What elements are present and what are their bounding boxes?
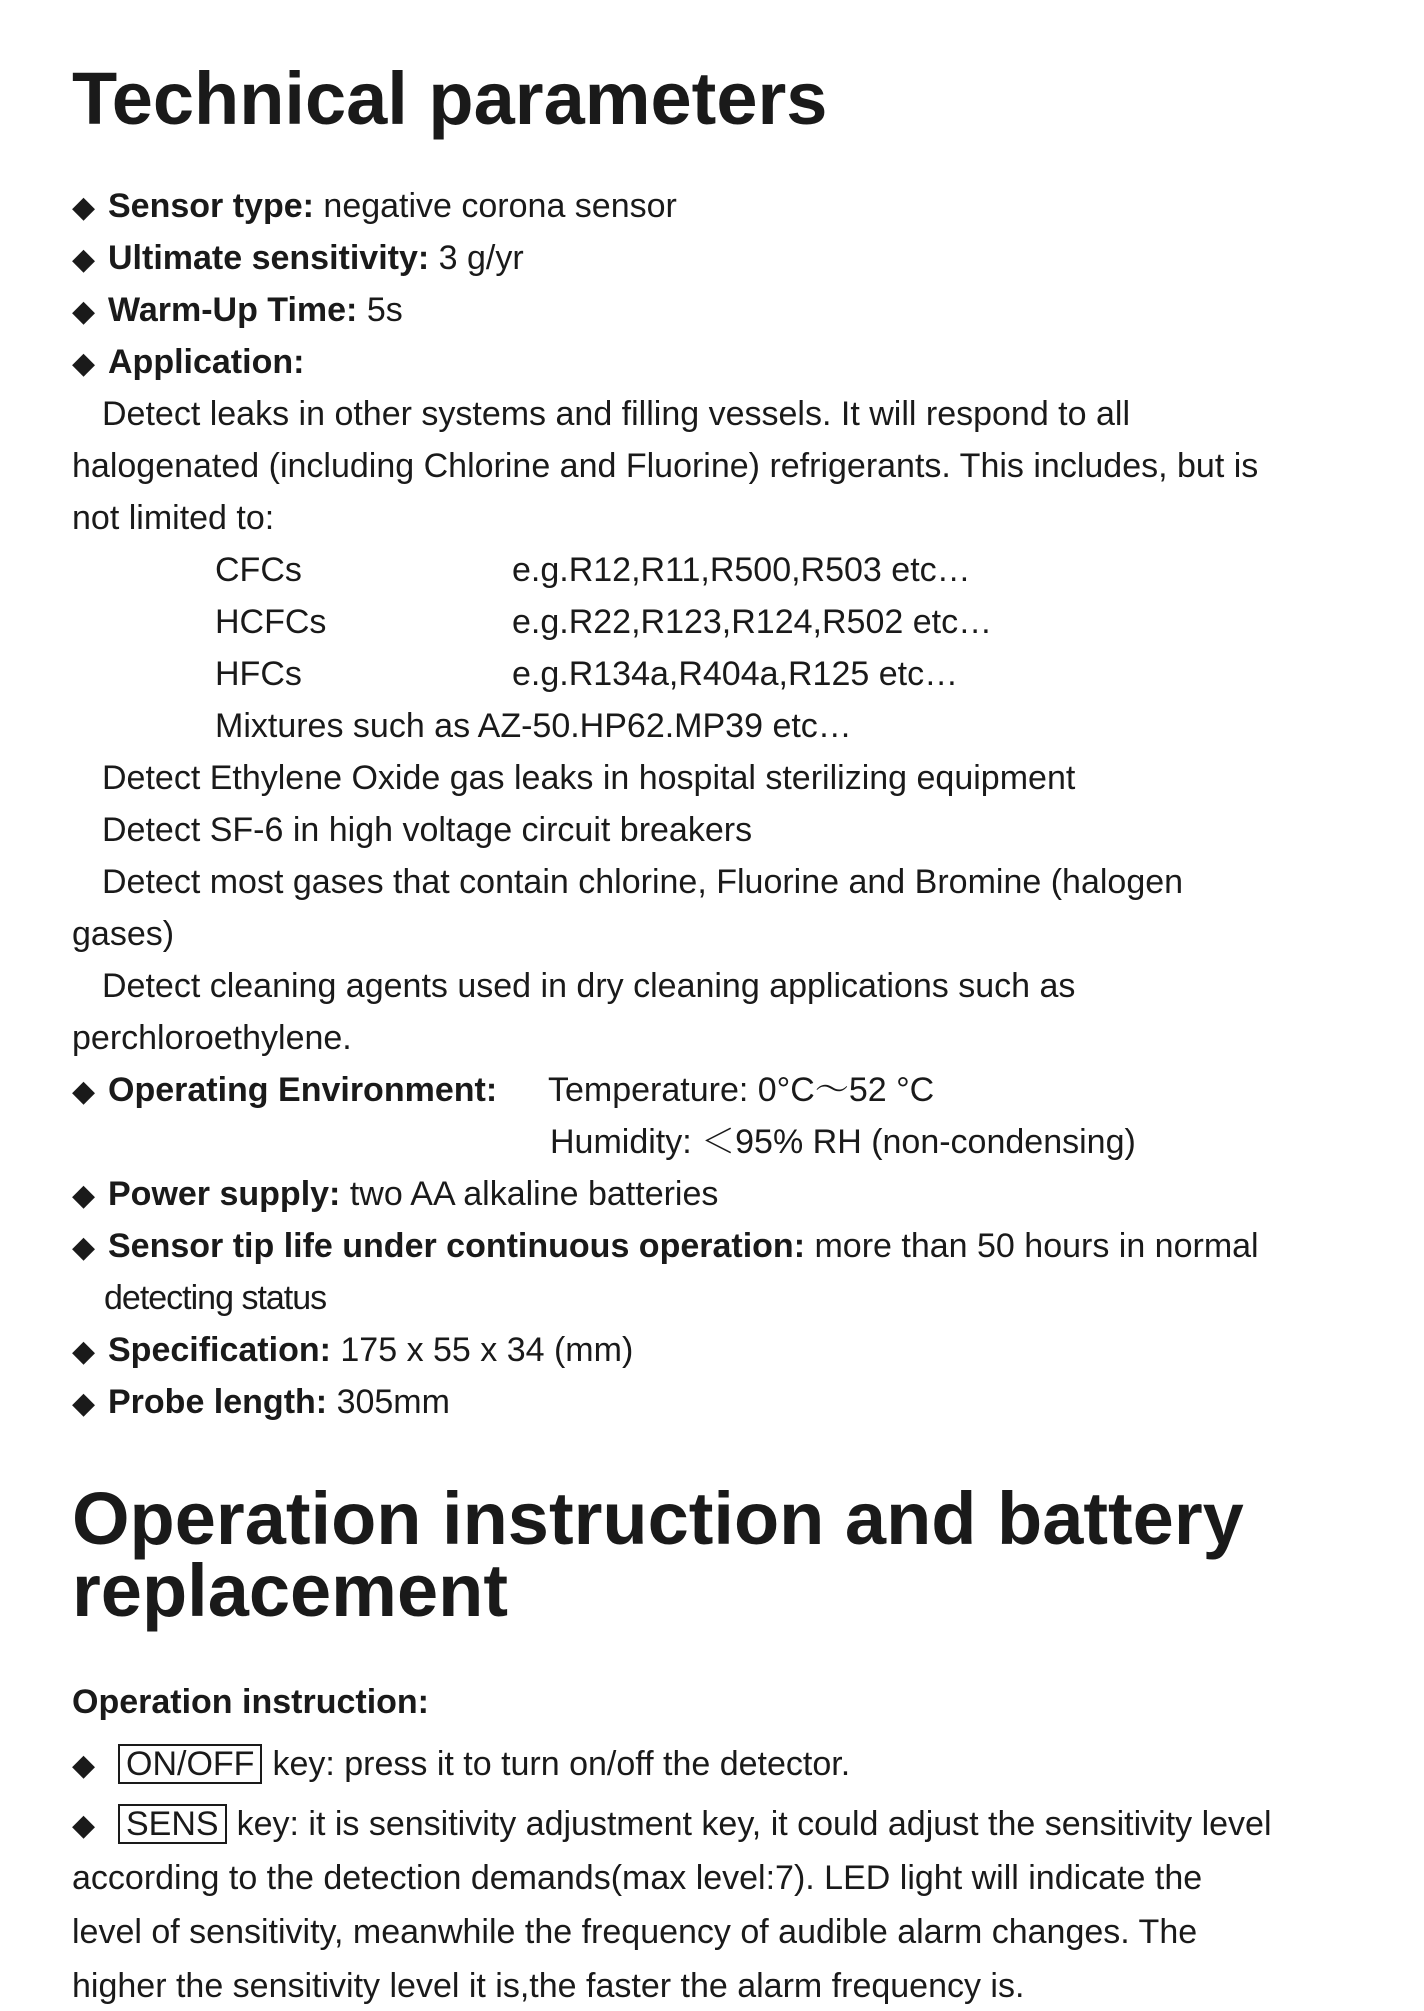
application-paragraph-line: Detect leaks in other systems and filling vessels. It will respond to all [102,395,1131,433]
diamond-bullet-icon: ◆ [72,1809,96,1842]
refrigerant-example: e.g.R134a,R404a,R125 etc… [512,655,959,693]
instruction-onoff [72,1744,850,1786]
param-label: Ultimate sensitivity: [108,239,430,277]
param-label: Application: [108,343,305,381]
param-label: Sensor tip life under continuous operation: [108,1227,806,1265]
application-item-halogen-cont: gases) [72,915,175,953]
subheading-operation-instruction: Operation instruction: [72,1683,429,1721]
env-humidity: Humidity: ＜95% RH (non-condensing) [550,1123,1136,1161]
param-application [72,342,304,384]
diamond-bullet-icon: ◆ [72,1387,96,1420]
param-label: Sensor type: [108,187,314,225]
param-label: Power supply: [108,1175,341,1213]
diamond-bullet-icon: ◆ [72,1231,96,1264]
param-sensor-type [72,186,677,228]
application-item-halogen: Detect most gases that contain chlorine, Fluorine and Bromine (halogen [102,863,1184,901]
section-title-operation-line1: Operation instruction and battery [72,1477,1244,1560]
diamond-bullet-icon: ◆ [72,1075,96,1108]
param-label: Specification: [108,1331,331,1369]
instruction-text: key: press it to turn on/off the detector. [272,1745,851,1783]
section-title-technical-parameters: Technical parameters [72,57,828,140]
diamond-bullet-icon: ◆ [72,243,96,276]
refrigerant-name: HCFCs [215,603,327,641]
refrigerant-example: e.g.R12,R11,R500,R503 etc… [512,551,971,589]
application-item-sf6: Detect SF-6 in high voltage circuit breakers [102,811,753,849]
diamond-bullet-icon: ◆ [72,295,96,328]
application-item-cleaning-cont: perchloroethylene. [72,1019,352,1057]
param-value: negative corona sensor [323,187,677,225]
sens-key-label: SENS [118,1804,227,1844]
param-value: 5s [366,291,403,329]
diamond-bullet-icon: ◆ [72,1749,96,1782]
param-warmup-time [72,290,403,332]
param-label: Warm-Up Time: [108,291,358,329]
param-value: more than 50 hours in normal [814,1227,1259,1265]
diamond-bullet-icon: ◆ [72,191,96,224]
diamond-bullet-icon: ◆ [72,1335,96,1368]
param-probe-length [72,1382,450,1424]
param-specification [72,1330,633,1372]
application-paragraph-line: not limited to: [72,499,275,537]
application-item-ethylene: Detect Ethylene Oxide gas leaks in hospital sterilizing equipment [102,759,1076,797]
param-value: 175 x 55 x 34 (mm) [340,1331,634,1369]
param-sensor-tip-life-cont: detecting status [104,1279,327,1317]
application-paragraph-line: halogenated (including Chlorine and Fluorine) refrigerants. This includes, but is [72,447,1259,485]
diamond-bullet-icon: ◆ [72,1179,96,1212]
instruction-sens [72,1804,1272,1846]
instruction-sens-cont: according to the detection demands(max level:7). LED light will indicate the [72,1859,1203,1897]
param-value: 3 g/yr [438,239,524,277]
refrigerant-mixtures: Mixtures such as AZ-50.HP62.MP39 etc… [215,707,852,745]
instruction-sens-cont: level of sensitivity, meanwhile the frequency of audible alarm changes. The [72,1913,1198,1951]
param-operating-environment [72,1070,497,1112]
param-value: two AA alkaline batteries [349,1175,719,1213]
refrigerant-name: HFCs [215,655,302,693]
section-title-operation-line2: replacement [72,1549,508,1632]
param-label: Probe length: [108,1383,328,1421]
env-temperature: Temperature: 0°C～52 °C [548,1071,935,1109]
instruction-sens-cont: higher the sensitivity level it is,the faster the alarm frequency is. [72,1967,1025,2005]
onoff-key-label: ON/OFF [118,1744,262,1784]
param-value: 305mm [336,1383,450,1421]
refrigerant-example: e.g.R22,R123,R124,R502 etc… [512,603,993,641]
param-sensor-tip-life [72,1226,1259,1268]
application-item-cleaning: Detect cleaning agents used in dry cleaning applications such as [102,967,1076,1005]
diamond-bullet-icon: ◆ [72,347,96,380]
param-ultimate-sensitivity [72,238,524,280]
param-power-supply [72,1174,718,1216]
instruction-text: key: it is sensitivity adjustment key, it could adjust the sensitivity level [236,1805,1272,1843]
param-label: Operating Environment: [108,1071,498,1109]
refrigerant-name: CFCs [215,551,302,589]
